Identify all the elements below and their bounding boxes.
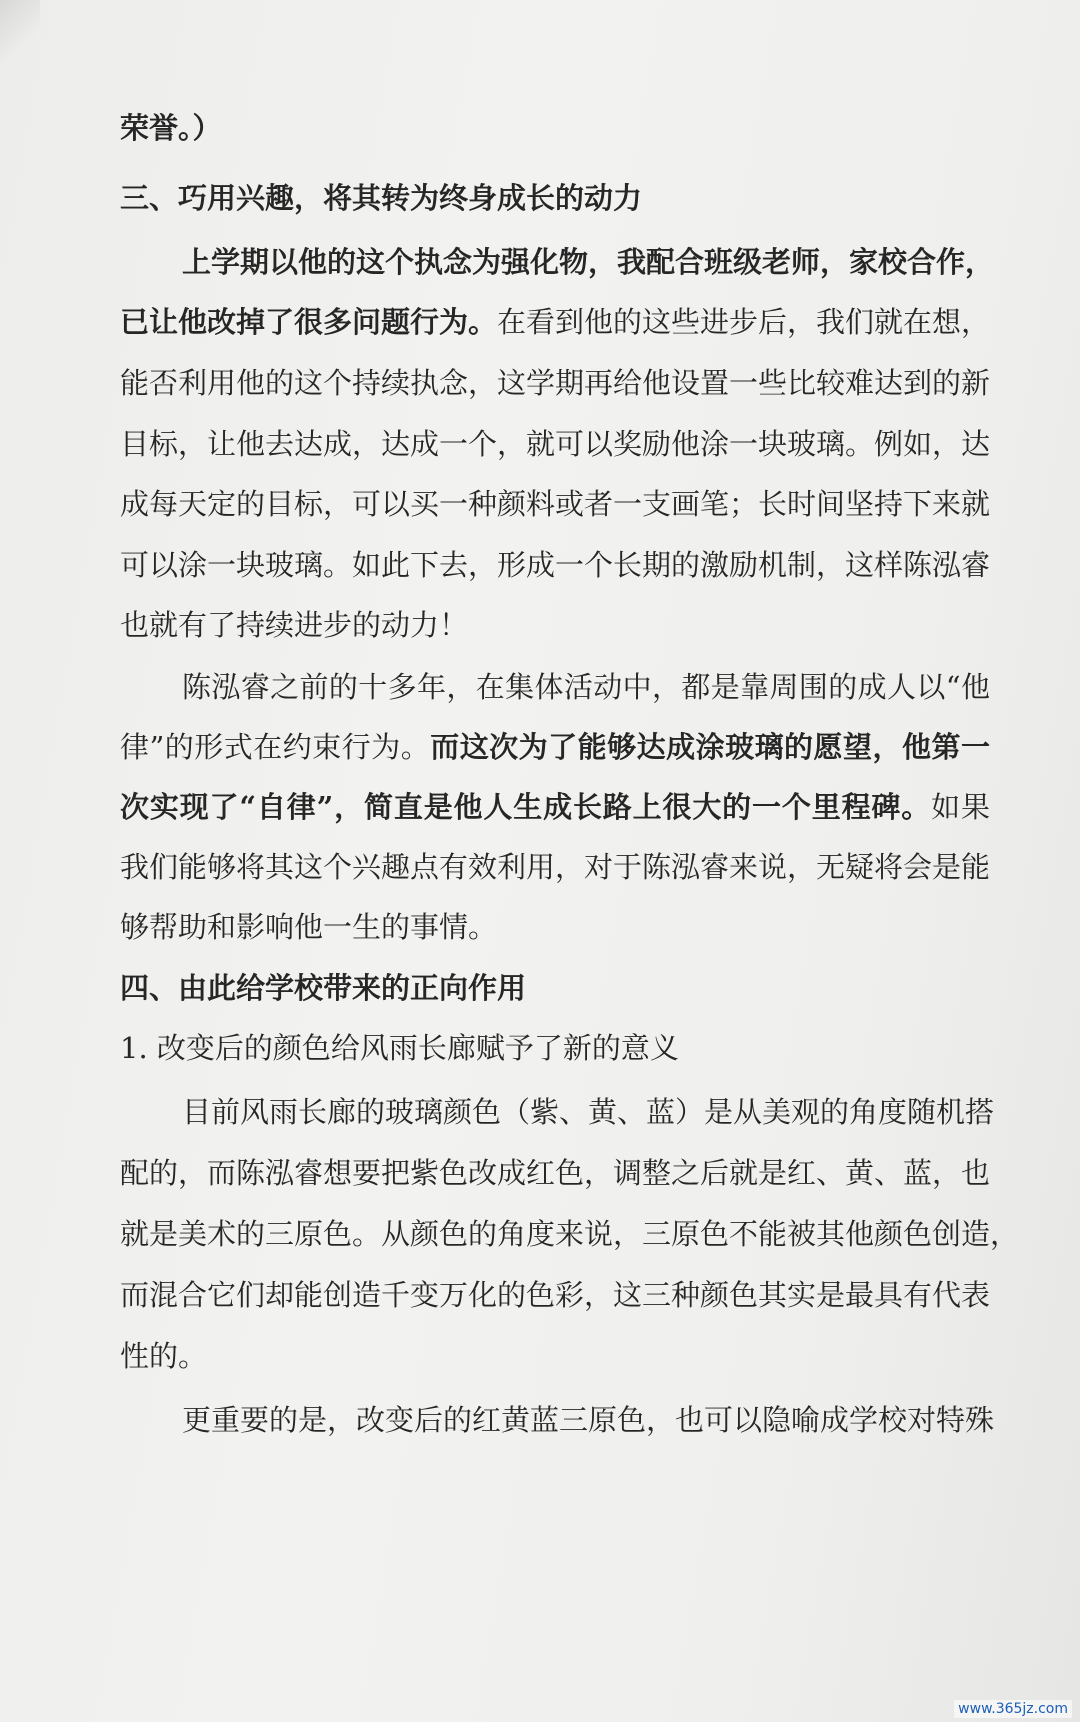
text-segment: 能否利用他的这个持续执念，这学期再给他设置一些比较难达到的新	[120, 366, 991, 400]
text-segment: 够帮助和影响他一生的事情。	[120, 910, 498, 944]
text-line	[120, 1275, 990, 1315]
text-line	[120, 605, 990, 645]
text-line	[120, 847, 990, 887]
text-line	[120, 302, 990, 342]
text-segment: 四、由此给学校带来的正向作用	[120, 971, 527, 1005]
text-segment: 成每天定的目标，可以买一种颜料或者一支画笔；长时间坚持下来就	[120, 487, 991, 521]
text-line	[120, 1336, 990, 1376]
text-line	[120, 727, 990, 767]
text-segment: 配的，而陈泓睿想要把紫色改成红色，调整之后就是红、黄、蓝，也	[120, 1156, 991, 1190]
text-segment: 律”的形式在约束行为。	[120, 730, 431, 764]
text-segment: 陈泓睿之前的十多年，在集体活动中，都是靠周围的成人以“他	[182, 670, 990, 704]
text-segment: 而这次为了能够达成涂玻璃的愿望，他第一	[430, 730, 990, 764]
text-segment: 在看到他的这些进步后，我们就在想，	[497, 305, 991, 339]
text-line	[120, 545, 990, 585]
text-segment: 而混合它们却能创造千变万化的色彩，这三种颜色其实是最具有代表	[120, 1278, 991, 1312]
text-segment: 如果	[931, 790, 990, 824]
text-line	[120, 1214, 1020, 1254]
section-heading	[120, 178, 990, 218]
text-segment: 就是美术的三原色。从颜色的角度来说，三原色不能被其他颜色创造，	[120, 1217, 1020, 1251]
site-watermark: www.365jz.com	[954, 1700, 1072, 1718]
subsection-heading	[120, 1028, 990, 1068]
page-corner-shadow	[0, 0, 40, 60]
text-line	[182, 242, 995, 282]
text-line	[182, 667, 990, 707]
section-heading	[120, 968, 990, 1008]
text-line	[182, 1400, 995, 1440]
text-segment: 性的。	[120, 1339, 208, 1373]
text-line	[182, 1092, 995, 1132]
text-segment: 更重要的是，改变后的红黄蓝三原色，也可以隐喻成学校对特殊	[182, 1403, 995, 1437]
text-segment: 也就有了持续进步的动力！	[120, 608, 469, 642]
text-line	[120, 787, 990, 827]
text-segment: 目前风雨长廊的玻璃颜色（紫、黄、蓝）是从美观的角度随机搭	[182, 1095, 995, 1129]
text-segment: 1. 改变后的颜色给风雨长廊赋予了新的意义	[120, 1031, 679, 1065]
text-segment: 我们能够将其这个兴趣点有效利用，对于陈泓睿来说，无疑将会是能	[120, 850, 991, 884]
text-segment: 三、巧用兴趣，将其转为终身成长的动力	[120, 181, 643, 215]
text-segment: 目标，让他去达成，达成一个，就可以奖励他涂一块玻璃。例如，达	[120, 427, 991, 461]
text-line	[120, 108, 990, 148]
text-line	[120, 1153, 990, 1193]
text-segment: 已让他改掉了很多问题行为。	[120, 305, 498, 339]
text-line	[120, 907, 990, 947]
text-segment: 上学期以他的这个执念为强化物，我配合班级老师，家校合作，	[182, 245, 995, 279]
text-segment: 荣誉。）	[120, 111, 222, 145]
text-segment: 次实现了“自律”，简直是他人生成长路上很大的一个里程碑。	[120, 790, 932, 824]
text-line	[120, 363, 990, 403]
text-line	[120, 484, 990, 524]
text-segment: 可以涂一块玻璃。如此下去，形成一个长期的激励机制，这样陈泓睿	[120, 548, 991, 582]
text-line	[120, 424, 990, 464]
